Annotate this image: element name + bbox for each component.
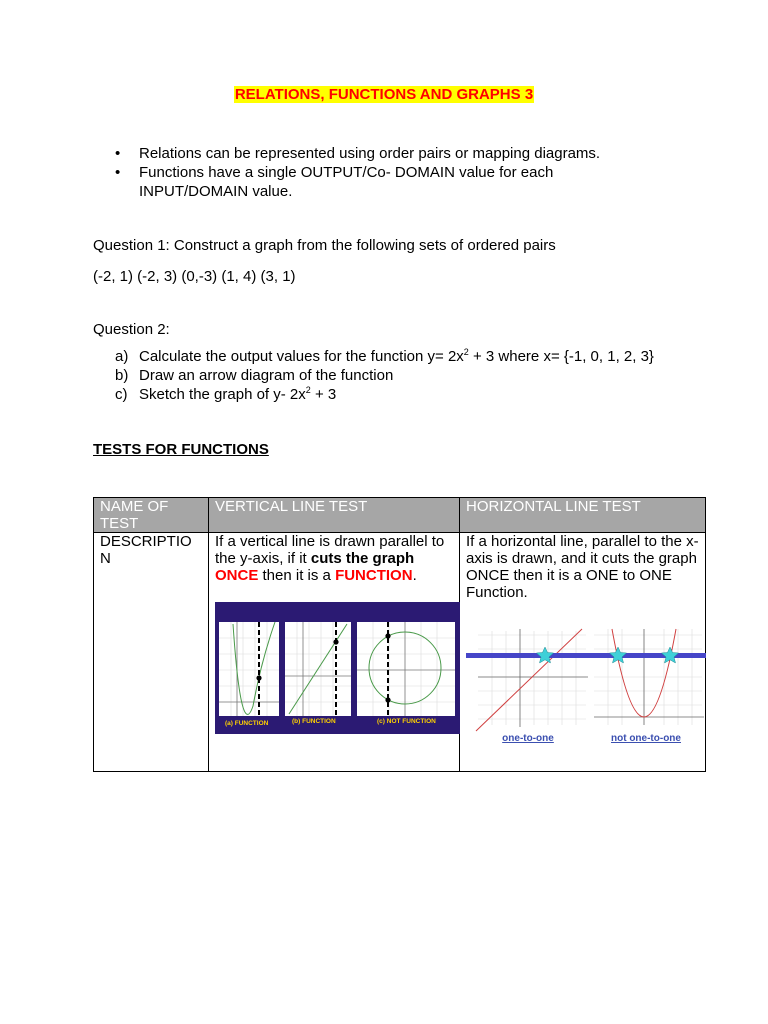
question-2-list [93,347,713,404]
star-icon [537,647,554,663]
caption-a: (a) FUNCTION [225,720,269,727]
item-text: Sketch the graph of y- 2x [139,386,306,403]
caption-not-one-to-one: not one-to-one [611,733,681,744]
desc-once: ONCE [215,567,259,584]
vertical-test-cell [209,533,460,772]
page-title [0,86,768,103]
horizontal-test-description: If a horizontal line, parallel to the x-axis is drawn, and it cuts the graph ONCE then it is a ONE to ONE Function. [466,533,699,601]
bullet-item: • Functions have a single OUTPUT/Co- DOMAIN value for each INPUT/DOMAIN value. [93,163,653,201]
item-text: Calculate the output values for the function y= 2x [139,348,464,365]
graph-not-one-to-one [594,629,704,725]
horizontal-line-figure-svg [466,625,706,745]
desc-text: If a vertical line is drawn parallel to the y-axis, if it [215,533,445,567]
desc-function: FUNCTION [335,567,413,584]
header-vertical-line-test: VERTICAL LINE TEST [209,498,460,533]
desc-bold: cuts the graph [310,550,415,567]
question-1-text: Question 1: Construct a graph from the following sets of ordered pairs [93,237,556,254]
question-2-item-c [93,385,713,404]
item-text-post: + 3 where x= {-1, 0, 1, 2, 3} [468,348,654,365]
intro-bullets [93,144,653,201]
item-label: a) [115,348,129,365]
ordered-pairs: (-2, 1) (-2, 3) (0,-3) (1, 4) (3, 1) [93,268,296,285]
table-header-row [94,498,706,533]
vertical-test-description [215,533,453,584]
row-label-description: DESCRIPTIO N [94,533,209,772]
question-2-heading: Question 2: [93,321,170,338]
graph-one-to-one [476,629,588,731]
tests-table [93,497,706,772]
horizontal-test-cell [460,533,706,772]
question-2-item-b [93,366,713,385]
item-text: Draw an arrow diagram of the function [139,367,394,384]
superscript: 2 [463,347,469,357]
item-text-post: + 3 [310,386,337,403]
header-horizontal-line-test: HORIZONTAL LINE TEST [460,498,706,533]
graph-panel-b [285,622,351,716]
bullet-item: • Relations can be represented using order pairs or mapping diagrams. [93,144,653,163]
tests-heading: TESTS FOR FUNCTIONS [93,441,269,458]
desc-period: . [412,567,417,584]
graph-panel-c [357,622,455,716]
horizontal-line-test-figure [466,625,706,745]
vertical-line-figure-svg [215,602,460,734]
caption-one-to-one: one-to-one [502,733,554,744]
superscript: 2 [305,385,311,395]
vertical-line-test-figure [215,602,460,734]
item-label: c) [115,386,128,403]
title-text: RELATIONS, FUNCTIONS AND GRAPHS 3 [234,86,534,103]
table-row [94,533,706,772]
question-2-item-a [93,347,713,366]
header-name-of-test: NAME OF TEST [94,498,209,533]
desc-text: then it is a [258,567,336,584]
caption-b: (b) FUNCTION [292,718,336,725]
graph-panel-a [219,622,279,716]
item-label: b) [115,367,129,384]
caption-c: (c) NOT FUNCTION [377,718,436,725]
